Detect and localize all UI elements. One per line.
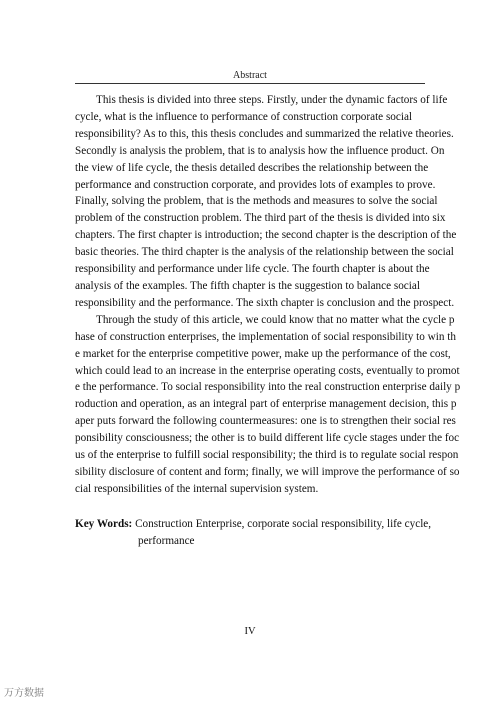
page-number: IV [244, 626, 256, 637]
keywords-line-1 [75, 516, 435, 533]
text-line: Secondly is analysis the problem, that is to analysis how the influence product. On [75, 144, 445, 157]
text-line: cycle, what is the influence to performance of construction corporate social [75, 110, 413, 123]
keywords-label: Key Words: [75, 518, 133, 530]
text-line: hase of construction enterprises, the implementation of social responsibility to win th [75, 330, 456, 343]
text-line: cial responsibilities of the internal supervision system. [75, 482, 319, 495]
text-line: the view of life cycle, the thesis detailed describes the relationship between the [75, 161, 429, 174]
text-line: e the performance. To social responsibility into the real construction enterprise daily p [75, 381, 461, 394]
text-line: us of the enterprise to fulfill social responsibility; the third is to regulate social respon [75, 449, 459, 462]
keywords-text-1: Construction Enterprise, corporate social responsibility, life cycle, [135, 518, 432, 530]
text-line: e market for the enterprise competitive power, make up the performance of the cost, [75, 347, 451, 360]
keywords-line-2: performance [138, 535, 195, 547]
paragraph-1 [75, 92, 457, 312]
text-line: ponsibility consciousness; the other is to build different life cycle stages under the foc [75, 432, 460, 445]
text-line: Through the study of this article, we could know that no matter what the cycle p [96, 313, 455, 326]
header-rule [75, 83, 425, 84]
text-line: responsibility and performance under life cycle. The fourth chapter is about the [75, 263, 430, 276]
text-line: This thesis is divided into three steps. Firstly, under the dynamic factors of life [96, 94, 448, 106]
abstract-body [75, 92, 461, 498]
paragraph-2 [75, 312, 461, 498]
text-line: responsibility and the performance. The sixth chapter is conclusion and the prospect. [75, 296, 455, 309]
text-line: chapters. The first chapter is introduction; the second chapter is the description of the [75, 229, 457, 242]
text-line: sibility disclosure of content and form; finally, we will improve the performance of so [75, 465, 460, 478]
watermark-text: 万方数据 [4, 688, 44, 699]
text-line: aper puts forward the following countermeasures: one is to strengthen their social res [75, 415, 456, 428]
text-line: responsibility? As to this, this thesis concludes and summarized the relative theories. [75, 127, 454, 140]
text-line: Finally, solving the problem, that is the methods and measures to solve the social [75, 195, 438, 208]
text-line: performance and construction corporate, and provides lots of examples to prove. [75, 178, 436, 191]
text-line: problem of the construction problem. The third part of the thesis is divided into six [75, 212, 446, 225]
text-line: analysis of the examples. The fifth chapter is the suggestion to balance social [75, 279, 420, 292]
text-line: roduction and operation, as an integral part of enterprise management decision, this p [75, 398, 457, 411]
keywords-block [75, 516, 435, 550]
text-line: basic theories. The third chapter is the analysis of the relationship between the social [75, 246, 454, 259]
page-header-title: Abstract [233, 70, 267, 81]
text-line: which could lead to an increase in the enterprise operating costs, eventually to promot [75, 364, 460, 377]
